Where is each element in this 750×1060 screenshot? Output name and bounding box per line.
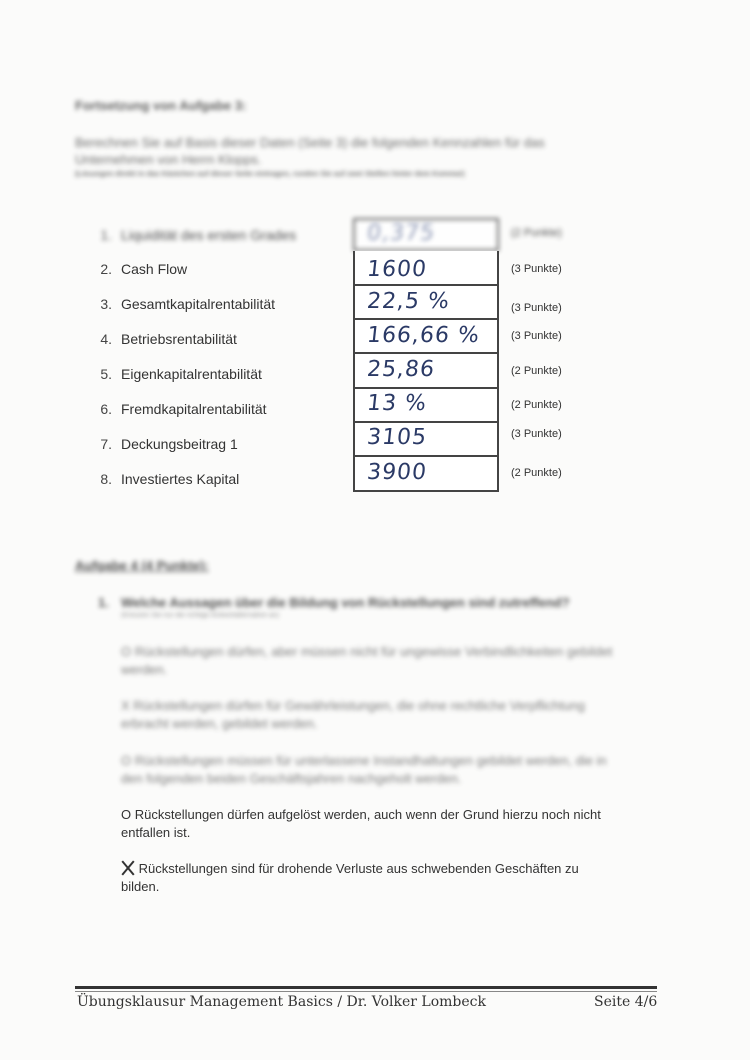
handwritten-answer: 3900 — [365, 460, 429, 485]
handwritten-answer: 166,66 % — [365, 323, 482, 348]
question-number: 1. — [98, 595, 109, 610]
option-item — [121, 697, 651, 733]
option-line2: bilden. — [121, 879, 160, 894]
option-line1: Rückstellungen sind für drohende Verluste aus schwebenden Geschäften zu — [138, 861, 579, 876]
option-prefix: X — [121, 698, 130, 713]
handwritten-answer: 1600 — [365, 257, 429, 282]
page-number: Seite 4/6 — [594, 994, 658, 1010]
question-note: (Kreuzen Sie nur die richtige Antwortalternative an) — [121, 612, 279, 619]
kennzahl-number: 5. — [100, 366, 112, 382]
kennzahl-points: (2 Punkte) — [511, 399, 562, 411]
option-line1: Rückstellungen müssen für unterlassene Instandhaltungen gebildet werden, die in — [134, 753, 607, 768]
kennzahl-number: 8. — [100, 471, 112, 487]
kennzahl-number: 3. — [100, 296, 112, 312]
handwritten-answer: 0,375 — [365, 221, 437, 246]
option-prefix: O — [121, 644, 132, 659]
option-line1: Rückstellungen dürfen, aber müssen nicht für ungewisse Verbindlichkeiten gebildet — [134, 644, 613, 659]
intro-note: (Lösungen direkt in das Kästchen auf dieser Seite eintragen, runden Sie auf zwei Stellen hinter dem Komma!) — [75, 169, 465, 178]
kennzahl-points: (3 Punkte) — [511, 263, 562, 275]
option-prefix: O — [121, 753, 132, 768]
footer-rule — [75, 986, 657, 989]
intro-line-1: Berechnen Sie auf Basis dieser Daten (Seite 3) die folgenden Kennzahlen für das — [75, 135, 545, 150]
handwritten-answer: 22,5 % — [365, 289, 452, 314]
intro-line-2: Unternehmen von Herrn Klopps. — [75, 152, 262, 167]
kennzahl-points: (2 Punkte) — [511, 365, 562, 377]
handwritten-answer: 25,86 — [365, 357, 437, 382]
option-line2: den folgenden beiden Geschäftsjahren nachgeholt werden. — [121, 771, 462, 786]
option-item — [121, 860, 651, 896]
kennzahl-label: Eigenkapitalrentabilität — [121, 366, 262, 382]
kennzahl-points: (2 Punkte) — [511, 227, 562, 239]
kennzahl-points: (3 Punkte) — [511, 330, 562, 342]
option-item — [121, 806, 651, 842]
kennzahl-number: 4. — [100, 331, 112, 347]
kennzahl-number: 1. — [100, 227, 112, 243]
handwritten-answer: 3105 — [365, 425, 429, 450]
kennzahl-number: 7. — [100, 436, 112, 452]
kennzahl-number: 6. — [100, 401, 112, 417]
kennzahl-points: (2 Punkte) — [511, 467, 562, 479]
option-line2: werden. — [121, 662, 168, 677]
kennzahl-label: Deckungsbeitrag 1 — [121, 436, 238, 452]
kennzahl-label: Investiertes Kapital — [121, 471, 240, 487]
kennzahl-points: (3 Punkte) — [511, 302, 562, 314]
kennzahl-label: Gesamtkapitalrentabilität — [121, 296, 276, 312]
checkmark-cross-icon — [121, 861, 135, 875]
handwritten-answer: 13 % — [365, 391, 429, 416]
option-item — [121, 752, 651, 788]
footer-rule-thin — [75, 991, 657, 992]
kennzahl-label: Fremdkapitalrentabilität — [121, 401, 267, 417]
option-line1: Rückstellungen dürfen für Gewährleistungen, die ohne rechtliche Verpflichtung — [133, 698, 585, 713]
question-text: Welche Aussagen über die Bildung von Rückstellungen sind zutreffend? — [121, 595, 570, 610]
kennzahl-number: 2. — [100, 261, 112, 277]
option-line2: erbracht werden, gebildet werden. — [121, 716, 318, 731]
aufgabe4-title: Aufgabe 4 (4 Punkte): — [75, 558, 209, 573]
kennzahl-label: Cash Flow — [121, 261, 188, 277]
kennzahl-label: Betriebsrentabilität — [121, 331, 237, 347]
option-prefix: O — [121, 807, 132, 822]
option-line2: entfallen ist. — [121, 825, 191, 840]
footer-title: Übungsklausur Management Basics / Dr. Volker Lombeck — [77, 994, 486, 1010]
section-title: Fortsetzung von Aufgabe 3: — [75, 98, 247, 113]
option-line1: Rückstellungen dürfen aufgelöst werden, auch wenn der Grund hierzu noch nicht — [134, 807, 601, 822]
kennzahl-label: Liquidität des ersten Grades — [121, 227, 297, 243]
kennzahl-points: (3 Punkte) — [511, 428, 562, 440]
option-item — [121, 643, 651, 679]
